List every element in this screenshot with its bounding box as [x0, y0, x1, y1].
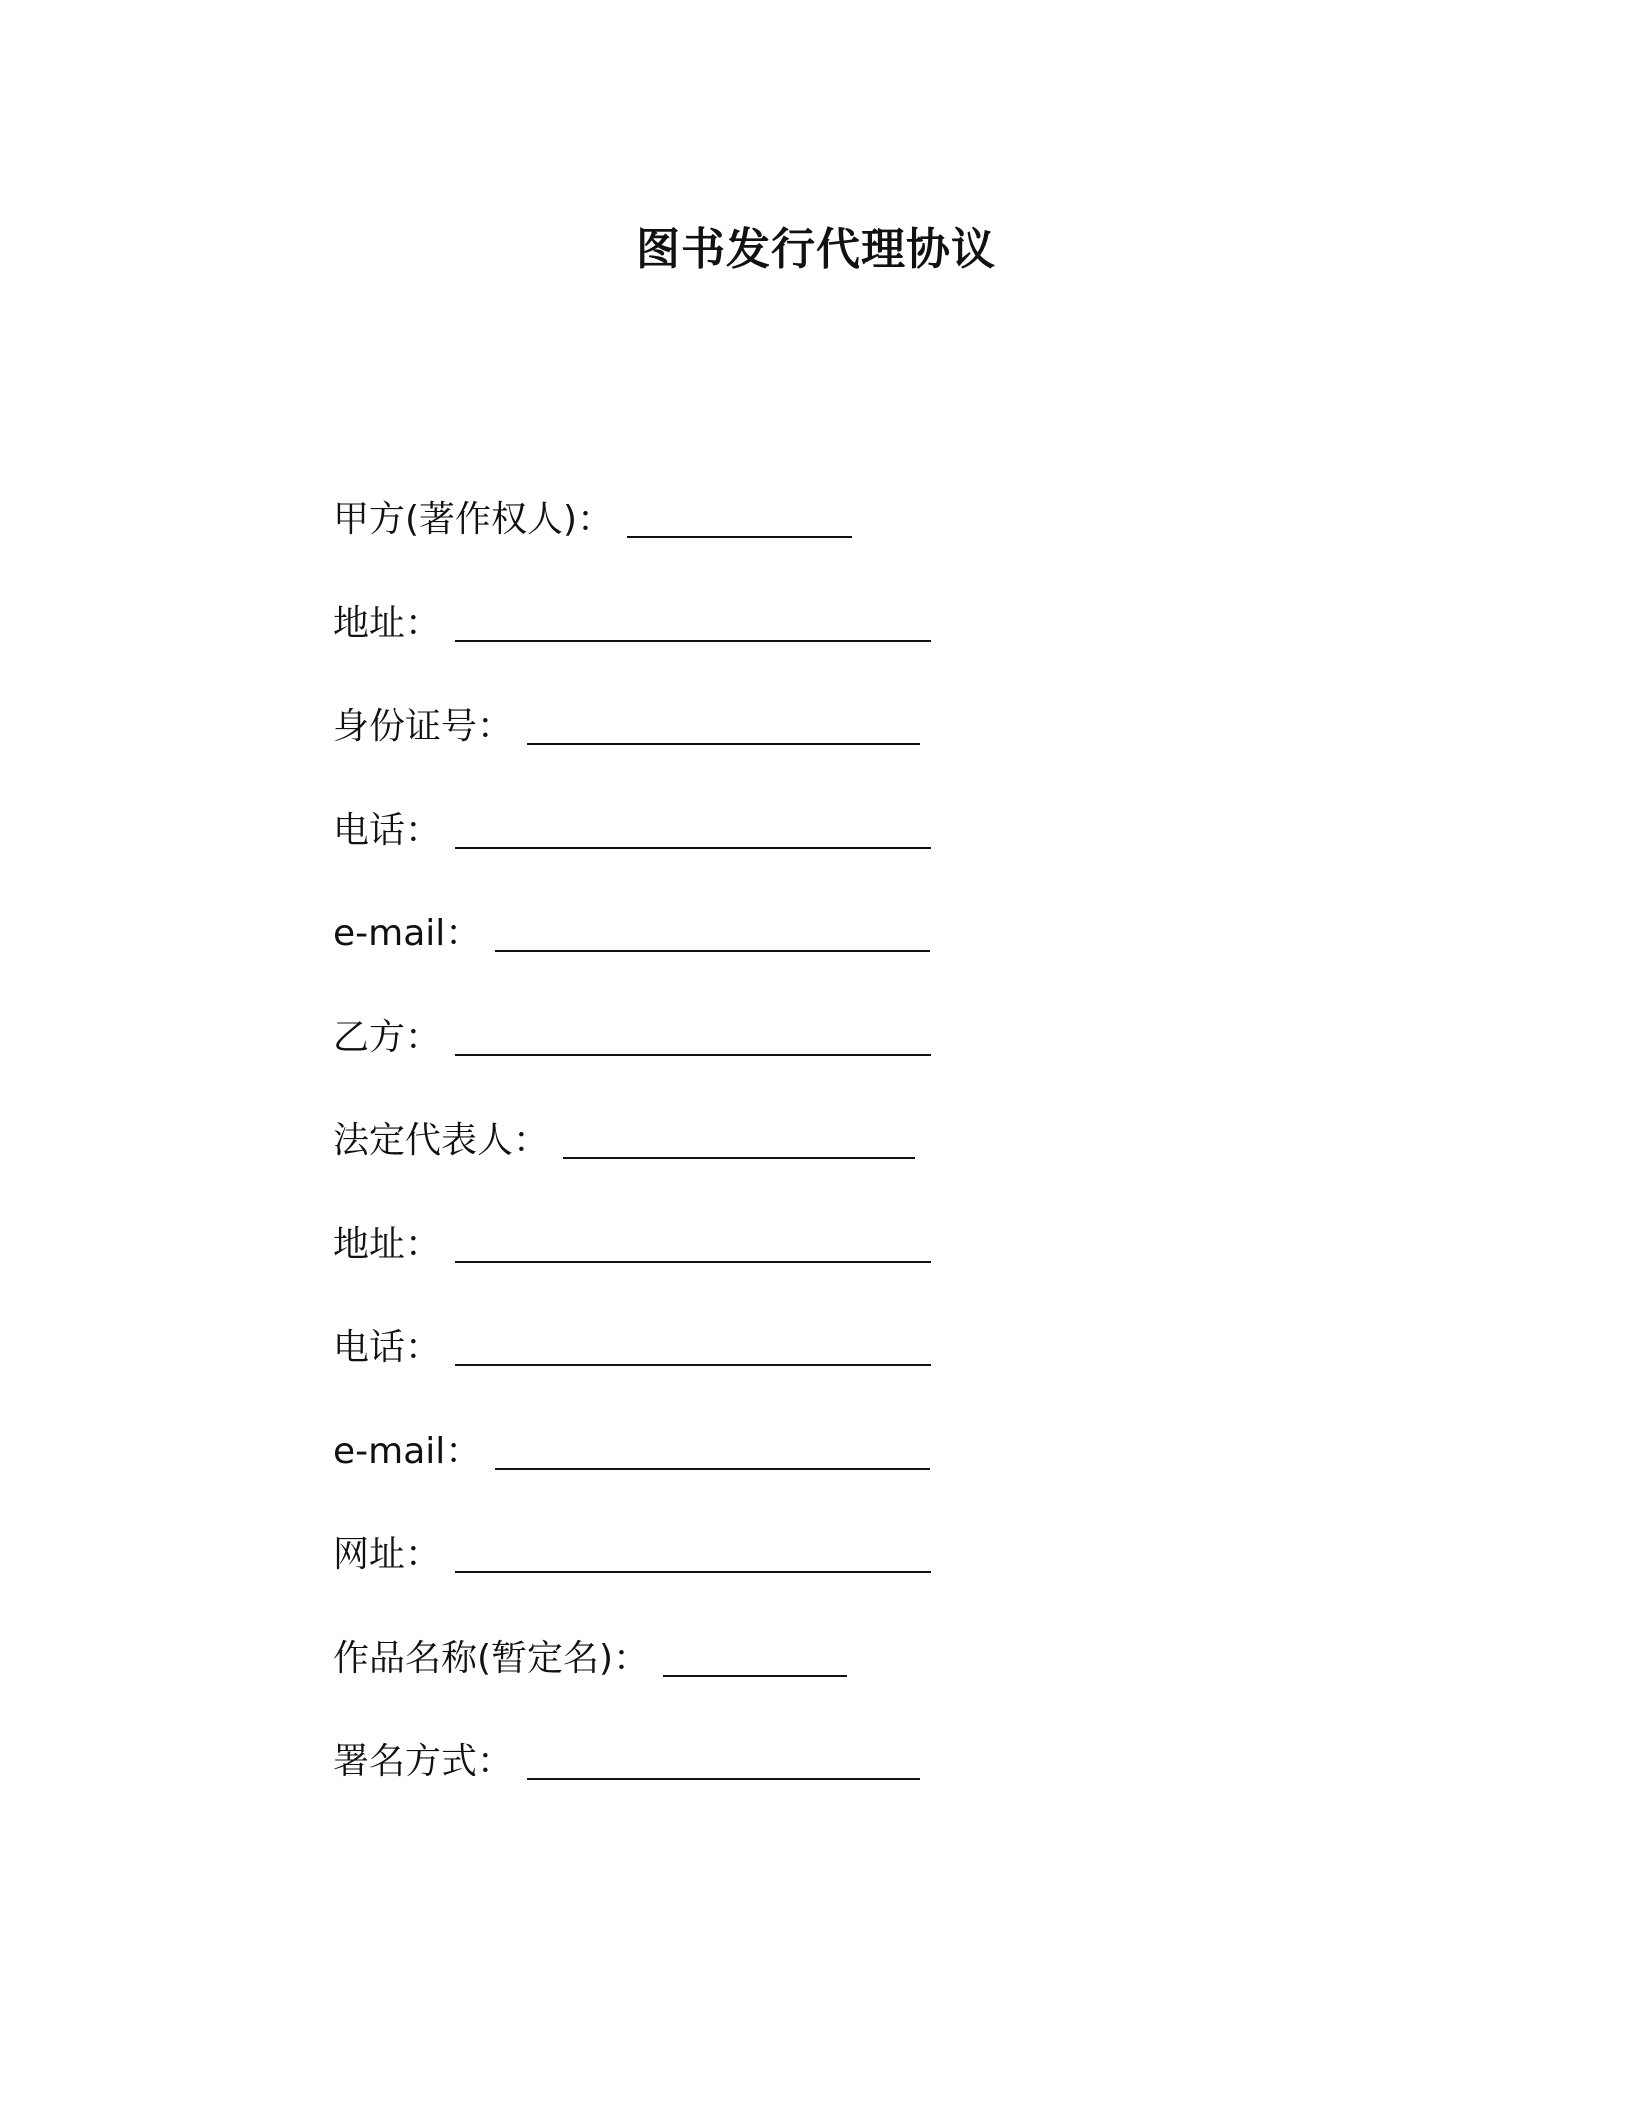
blank-line-party-b-address[interactable] [455, 1217, 931, 1263]
blank-line-id-number[interactable] [527, 699, 920, 745]
field-party-b-email [333, 1424, 1233, 1528]
field-label: 地址： [333, 602, 442, 644]
field-label: 署名方式： [333, 1741, 514, 1782]
field-label: e-mail： [333, 913, 482, 954]
field-label: 乙方： [333, 1016, 442, 1058]
field-label: 电话： [333, 1327, 442, 1368]
field-label: 地址： [333, 1223, 442, 1265]
field-label: 网址： [333, 1534, 442, 1575]
blank-line-legal-representative[interactable] [563, 1113, 915, 1159]
field-party-b-phone [333, 1320, 1233, 1424]
blank-line-party-b-email[interactable] [495, 1424, 930, 1470]
field-label: 甲方(著作权人)： [333, 499, 614, 540]
field-label: 作品名称(暂定名)： [333, 1637, 650, 1679]
blank-line-byline-method[interactable] [527, 1734, 920, 1780]
field-party-a-address [333, 596, 1233, 700]
party-info-fields [333, 492, 1233, 1838]
blank-line-website[interactable] [455, 1527, 931, 1573]
field-byline-method [333, 1734, 1233, 1838]
field-id-number [333, 699, 1233, 803]
blank-line-party-a[interactable] [627, 492, 852, 538]
field-work-title [333, 1631, 1233, 1735]
document-title: 图书发行代理协议 [636, 224, 996, 275]
field-party-a [333, 492, 1233, 596]
field-website [333, 1527, 1233, 1631]
field-legal-representative [333, 1113, 1233, 1217]
blank-line-party-b-phone[interactable] [455, 1320, 931, 1366]
field-label: e-mail： [333, 1430, 482, 1472]
blank-line-party-a-phone[interactable] [455, 803, 931, 849]
field-party-a-phone [333, 803, 1233, 907]
field-party-a-email [333, 906, 1233, 1010]
field-label: 法定代表人： [333, 1120, 550, 1161]
blank-line-work-title[interactable] [663, 1631, 847, 1677]
field-party-b-address [333, 1217, 1233, 1321]
blank-line-party-a-address[interactable] [455, 596, 931, 642]
field-label: 身份证号： [333, 706, 514, 747]
field-label: 电话： [333, 809, 442, 851]
blank-line-party-b[interactable] [455, 1010, 931, 1056]
blank-line-party-a-email[interactable] [495, 906, 930, 952]
field-party-b [333, 1010, 1233, 1114]
